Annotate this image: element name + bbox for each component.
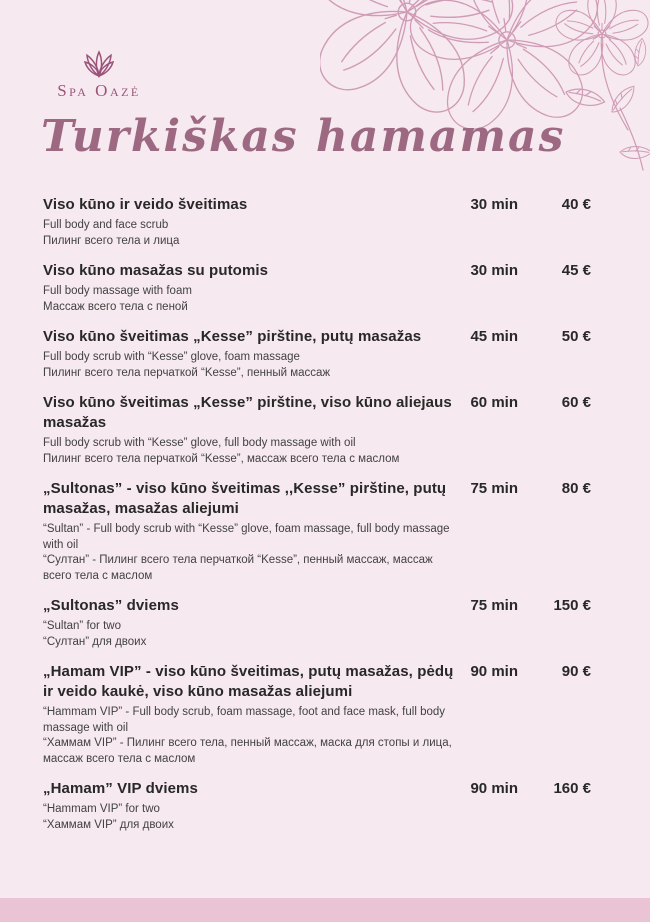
menu-item (43, 261, 591, 315)
item-title-lt: Viso kūno šveitimas „Kesse” pirštine, putų masažas (43, 328, 422, 346)
item-title-lt: „Sultonas” - viso kūno šveitimas ,,Kesse” pirštine, putų masažas, masažas aliejumi (43, 480, 447, 518)
page-title: Turkiškas hamamas (41, 111, 566, 162)
item-subtitle-ru: Пилинг всего тела перчаткой “Kesse”, массаж всего тела с маслом (43, 452, 400, 465)
menu-item-text (43, 327, 455, 381)
item-duration: 90 min (470, 663, 518, 681)
menu-item-text (43, 479, 455, 584)
menu-list (43, 195, 591, 833)
item-title-lt: Viso kūno šveitimas „Kesse” pirštine, viso kūno aliejaus masažas (43, 394, 452, 432)
item-duration: 60 min (470, 394, 518, 412)
menu-item-text (43, 195, 455, 249)
item-duration: 30 min (470, 262, 518, 280)
item-subtitle-en: Full body scrub with “Kesse” glove, foam massage (43, 351, 300, 364)
item-duration: 75 min (470, 480, 518, 498)
item-subtitle-en: Full body massage with foam (43, 285, 192, 298)
item-duration: 30 min (470, 196, 518, 214)
menu-item-text (43, 779, 455, 833)
item-subtitle-en: “Hammam VIP” - Full body scrub, foam massage, foot and face mask, full body massage with oil (43, 706, 446, 734)
item-subtitle-en: “Sultan” - Full body scrub with “Kesse” glove, foam massage, full body massage with oil (43, 523, 450, 551)
item-price: 160 € (553, 780, 591, 798)
item-subtitle-ru: Массаж всего тела с пеной (43, 300, 188, 313)
lotus-icon (77, 50, 121, 79)
item-subtitle-en: “Hammam VIP” for two (43, 803, 160, 816)
item-duration: 45 min (470, 328, 518, 346)
menu-item-text (43, 261, 455, 315)
brand-logo (43, 50, 155, 101)
item-price: 60 € (561, 394, 591, 412)
item-price: 150 € (553, 597, 591, 615)
item-price: 80 € (561, 480, 591, 498)
menu-item-text (43, 662, 455, 767)
item-subtitle-ru: Пилинг всего тела перчаткой “Kesse”, пенный массаж (43, 366, 331, 379)
menu-item (43, 662, 591, 767)
item-subtitle-ru: “Султан” - Пилинг всего тела перчаткой “Kesse”, пенный массаж, массаж всего тела с маслом (43, 554, 433, 582)
item-subtitle-ru: “Хаммам VIP” для двоих (43, 818, 174, 831)
item-subtitle-en: Full body and face scrub (43, 219, 169, 232)
menu-item (43, 393, 591, 467)
item-subtitle-en: Full body scrub with “Kesse” glove, full body massage with oil (43, 437, 356, 450)
item-price: 40 € (561, 196, 591, 214)
menu-item (43, 327, 591, 381)
item-title-lt: Viso kūno ir veido šveitimas (43, 196, 248, 214)
item-title-lt: „Hamam VIP” - viso kūno šveitimas, putų masažas, pėdų ir veido kaukė, viso kūno masažas aliejumi (43, 663, 454, 701)
brand-name: Spa Oazė (57, 81, 141, 100)
item-title-lt: „Hamam” VIP dviems (43, 780, 198, 798)
item-subtitle-ru: “Султан” для двоих (43, 635, 147, 648)
item-title-lt: „Sultonas” dviems (43, 597, 179, 615)
item-title-lt: Viso kūno masažas su putomis (43, 262, 269, 280)
item-price: 50 € (561, 328, 591, 346)
menu-item (43, 195, 591, 249)
menu-item (43, 779, 591, 833)
menu-item (43, 596, 591, 650)
menu-item-text (43, 596, 455, 650)
item-price: 90 € (561, 663, 591, 681)
header (0, 0, 650, 161)
menu-item-text (43, 393, 455, 467)
item-duration: 90 min (470, 780, 518, 798)
footer-accent-band (0, 898, 650, 922)
item-subtitle-en: “Sultan” for two (43, 620, 121, 633)
item-subtitle-ru: Пилинг всего тела и лица (43, 234, 180, 247)
menu-item (43, 479, 591, 584)
item-price: 45 € (561, 262, 591, 280)
item-subtitle-ru: “Хаммам VIP” - Пилинг всего тела, пенный массаж, маска для стопы и лица, массаж всего тела с маслом (43, 737, 452, 765)
item-duration: 75 min (470, 597, 518, 615)
